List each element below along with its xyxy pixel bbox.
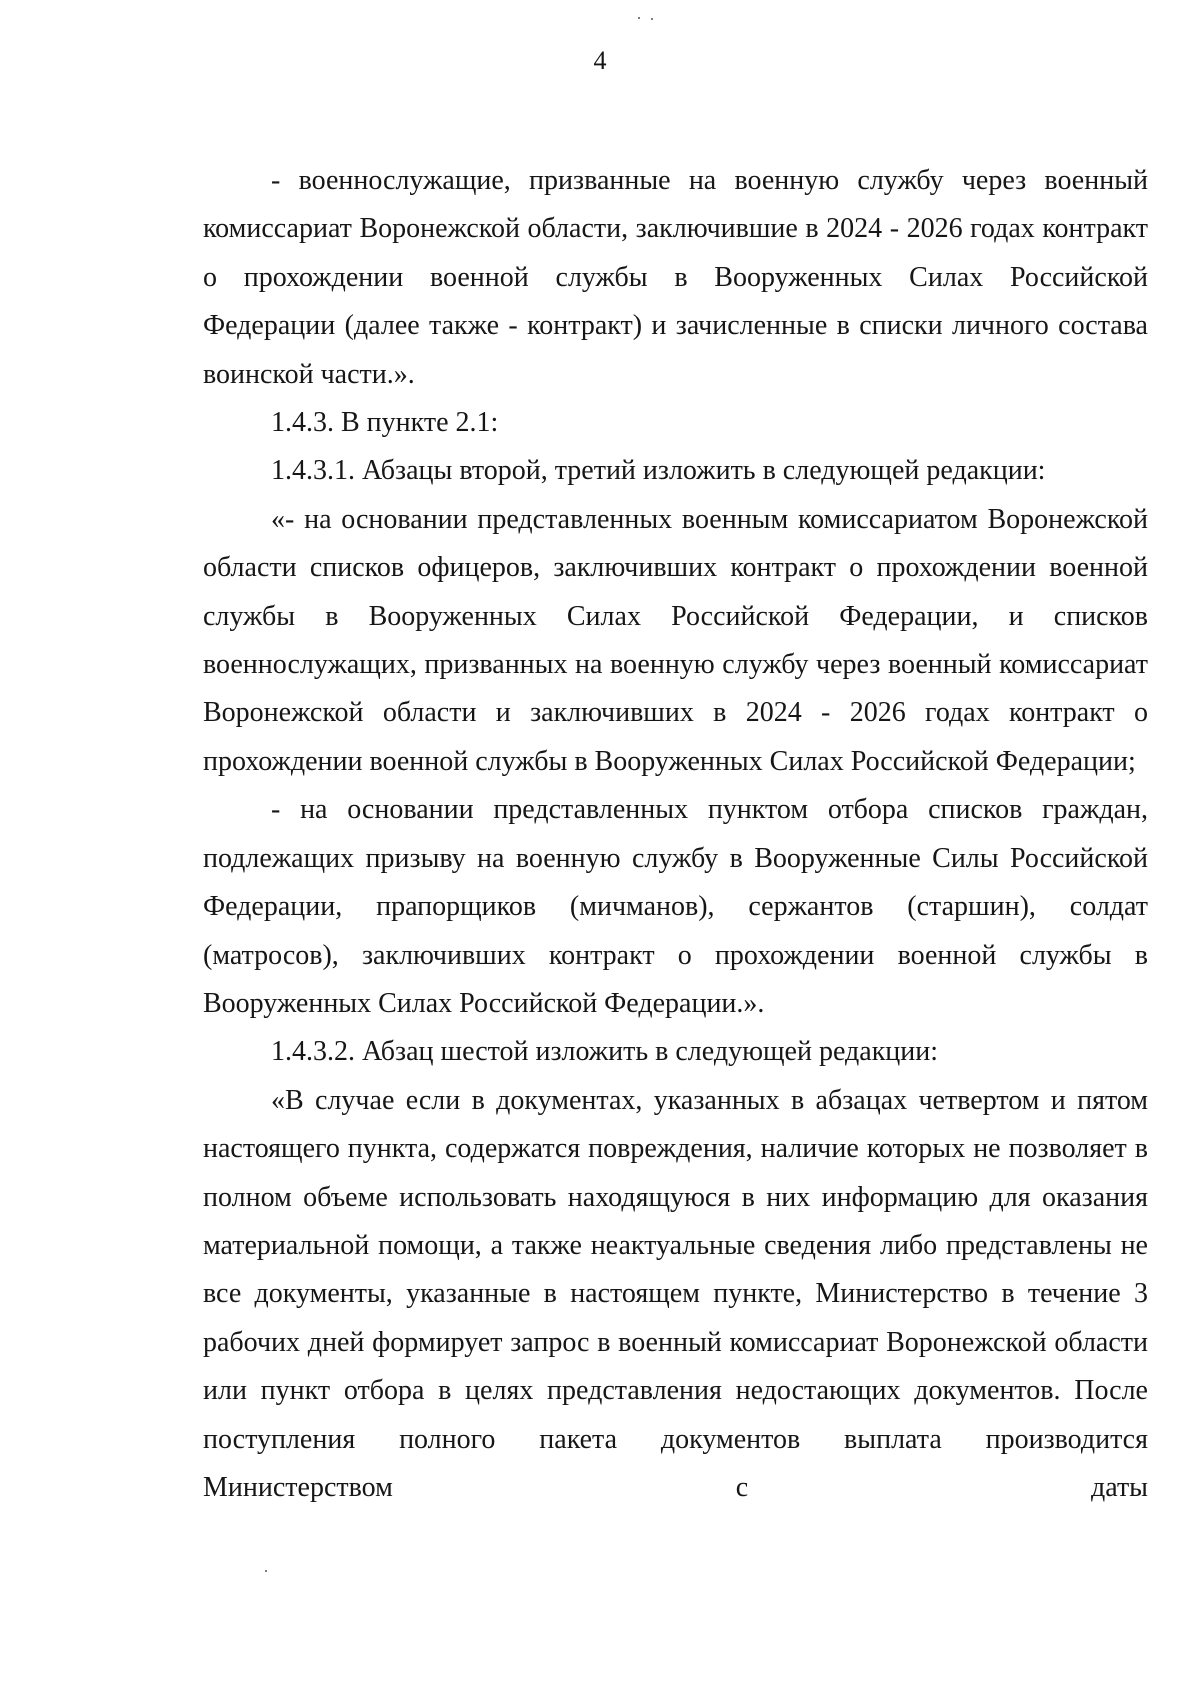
paragraph-selection-point-lists: - на основании представленных пунктом отбора списков граждан, подлежащих призыву на военную службу в Вооруженные Силы Российской Федерации, прапорщиков (мичманов), сержантов (старшин), солдат (матросов), заключивших контракт о прохождении военной службы в Вооруженных Силах Российской Федерации.». [203, 794, 1148, 1019]
document-body [203, 157, 1148, 1512]
page-number: 4 [593, 46, 607, 75]
paragraph-servicemen-definition: - военнослужащие, призванные на военную службу через военный комиссариат Воронежской области, заключившие в 2024 - 2026 годах контракт о прохождении военной службы в Вооруженных Силах Российской Федерации (далее также - контракт) и зачисленные в списки личного состава воинской части.». [203, 165, 1148, 390]
paragraph-1-4-3-1-heading: 1.4.3.1. Абзацы второй, третий изложить в следующей редакции: [271, 455, 1046, 487]
scan-speck [651, 18, 653, 20]
paragraph-1-4-3-heading: 1.4.3. В пункте 2.1: [271, 407, 499, 439]
scan-speck [638, 17, 640, 19]
paragraph-missing-documents: «В случае если в документах, указанных в абзацах четвертом и пятом настоящего пункта, содержатся повреждения, наличие которых не позволяет в полном объеме использовать находящуюся в них информацию для оказания материальной помощи, а также неактуальные сведения либо представлены не все документы, указанные в настоящем пункте, Министерство в течение 3 рабочих дней формирует запрос в военный комиссариат Воронежской области или пункт отбора в целях представления недостающих документов. После поступления полного пакета документов выплата производится Министерством с даты [203, 1084, 1148, 1503]
paragraph-1-4-3-2-heading: 1.4.3.2. Абзац шестой изложить в следующей редакции: [271, 1036, 939, 1068]
paragraph-officers-lists: «- на основании представленных военным комиссариатом Воронежской области списков офицеров, заключивших контракт о прохождении военной службы в Вооруженных Силах Российской Федерации, и списков военнослужащих, призванных на военную службу через военный комиссариат Воронежской области и заключивших в 2024 - 2026 годах контракт о прохождении военной службы в Вооруженных Силах Российской Федерации; [203, 503, 1148, 777]
scan-speck [265, 1570, 267, 1572]
